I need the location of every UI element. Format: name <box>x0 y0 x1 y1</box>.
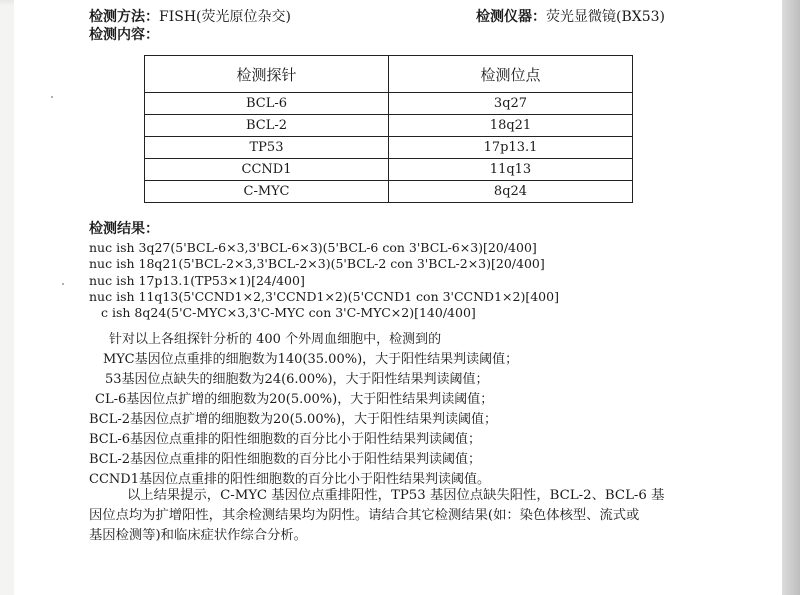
conclusion-line: 以上结果提示，C-MYC 基因位点重排阳性，TP53 基因位点缺失阳性，BCL-2、BCL-6 基 <box>127 488 665 503</box>
header-locus: 检测位点 <box>389 56 633 93</box>
probe-locus: 18q21 <box>389 115 633 137</box>
interp-line: CCND1基因位点重排的阳性细胞数的百分比小于阳性结果判读阈值。 <box>89 472 490 487</box>
probe-locus: 8q24 <box>389 181 633 203</box>
conclusion <box>89 486 729 546</box>
probe-locus: 17p13.1 <box>389 137 633 159</box>
conclusion-line: 基因检测等)和临床症状作综合分析。 <box>89 528 307 543</box>
ish-line: nuc ish 11q13(5'CCND1×2,3'CCND1×2)(5'CCND1 con 3'CCND1×2)[400] <box>89 288 559 304</box>
instrument-value: 荧光显微镜(BX53) <box>546 9 665 25</box>
ish-results <box>89 240 559 321</box>
probe-name: TP53 <box>145 137 389 159</box>
results-label: 检测结果： <box>89 221 159 237</box>
probe-locus: 11q13 <box>389 159 633 181</box>
ish-line: c ish 8q24(5'C-MYC×3,3'C-MYC con 3'C-MYC×2)[140/400] <box>101 305 476 321</box>
scan-right-edge <box>782 0 800 595</box>
table-row <box>145 93 633 115</box>
interp-line: 53基因位点缺失的细胞数为24(6.00%)，大于阳性结果判读阈值； <box>105 372 489 387</box>
method-line <box>89 8 291 26</box>
ish-line: nuc ish 3q27(5'BCL-6×3,3'BCL-6×3)(5'BCL-6 con 3'BCL-6×3)[20/400] <box>89 240 537 255</box>
interp-line: BCL-6基因位点重排的阳性细胞数的百分比小于阳性结果判读阈值； <box>89 432 482 447</box>
probe-name: CCND1 <box>145 159 389 181</box>
interp-line: CL-6基因位点扩增的细胞数为20(5.00%)，大于阳性结果判读阈值； <box>95 392 494 407</box>
table-header-row <box>145 56 633 93</box>
interpretation <box>89 330 518 490</box>
ish-line: nuc ish 18q21(5'BCL-2×3,3'BCL-2×3)(5'BCL-2 con 3'BCL-2×3)[20/400] <box>89 256 545 272</box>
content-label: 检测内容： <box>89 27 159 43</box>
table-row <box>145 159 633 181</box>
scan-speck <box>62 283 64 285</box>
ish-line: nuc ish 17p13.1(TP53×1)[24/400] <box>89 272 305 288</box>
probe-name: BCL-2 <box>145 115 389 137</box>
interp-line: 针对以上各组探针分析的 400 个外周血细胞中，检测到的 <box>109 332 442 347</box>
header-probe: 检测探针 <box>145 56 389 93</box>
interp-line: BCL-2基因位点扩增的细胞数为20(5.00%)，大于阳性结果判读阈值； <box>89 412 498 427</box>
interp-line: BCL-2基因位点重排的阳性细胞数的百分比小于阳性结果判读阈值； <box>89 452 482 467</box>
probe-name: BCL-6 <box>145 93 389 115</box>
conclusion-line: 因位点均为扩增阳性，其余检测结果均为阴性。请结合其它检测结果(如：染色体核型、流式或 <box>89 508 640 523</box>
scan-speck <box>51 96 53 98</box>
method-value: FISH(荧光原位杂交) <box>159 9 291 25</box>
table-row <box>145 115 633 137</box>
instrument-label: 检测仪器： <box>476 9 546 25</box>
method-label: 检测方法： <box>89 9 159 25</box>
probe-name: C-MYC <box>145 181 389 203</box>
probe-locus: 3q27 <box>389 93 633 115</box>
table-row <box>145 137 633 159</box>
interp-line: MYC基因位点重排的细胞数为140(35.00%)，大于阳性结果判读阈值； <box>103 352 519 367</box>
probe-table <box>144 55 633 203</box>
instrument-line <box>476 8 665 26</box>
table-row <box>145 181 633 203</box>
